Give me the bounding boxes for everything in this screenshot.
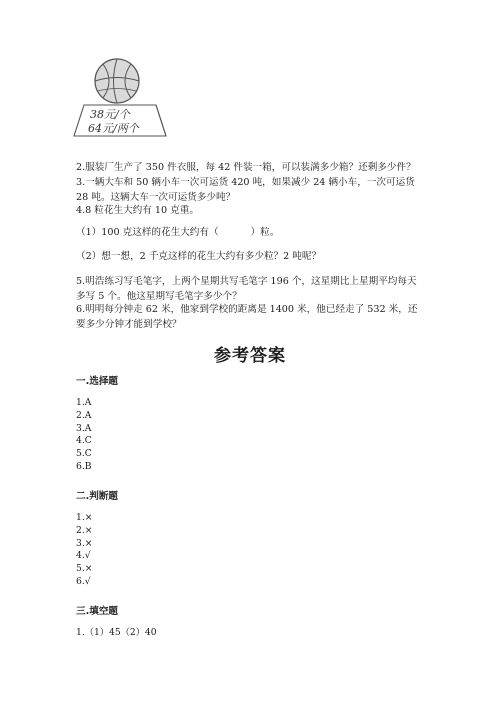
list-item: 6.√ bbox=[76, 575, 91, 587]
section-choice-heading: 一.选择题 bbox=[76, 376, 119, 387]
list-item: 5.× bbox=[76, 563, 93, 575]
question-3: 3.一辆大车和 50 辆小车一次可运货 420 吨，如果减少 24 辆小车，一次可运货 28 吨。这辆大车一次可运货多少吨？ bbox=[76, 177, 415, 203]
list-item: 1.× bbox=[76, 512, 93, 523]
question-4-part-1-after: ）粒。 bbox=[250, 227, 280, 238]
question-4-part-1 bbox=[76, 225, 426, 240]
price-tag bbox=[74, 105, 166, 136]
list-item: 6.B bbox=[76, 460, 92, 472]
list-item: 2.× bbox=[76, 524, 93, 536]
section-fill-heading: 三.填空题 bbox=[76, 606, 119, 617]
list-item: 2.A bbox=[76, 409, 92, 421]
basketball-price-figure bbox=[70, 56, 170, 140]
question-2: 2.服装厂生产了 350 件衣服，每 42 件装一箱，可以装满多少箱？还剩多少件？ bbox=[76, 162, 416, 173]
list-item: 4.C bbox=[76, 435, 92, 447]
list-item: 3.A bbox=[76, 422, 92, 434]
price-line-1: 38元/个 bbox=[90, 108, 130, 121]
fill-answer-list bbox=[76, 627, 157, 640]
question-4-part-1-before: （1）100 克这样的花生大约有（ bbox=[76, 227, 219, 238]
judge-answer-list bbox=[76, 512, 92, 589]
question-4: 4.8 粒花生大约有 10 克重。 bbox=[76, 205, 199, 216]
section-judge-heading: 二.判断题 bbox=[76, 491, 119, 502]
basketball-icon bbox=[95, 59, 139, 103]
question-5: 5.明浩练习写毛笔字，上两个星期共写毛笔字 196 个，这星期比上星期平均每天多写 5 个。他这星期写毛笔字多少个？ bbox=[76, 276, 417, 302]
question-6: 6.明明每分钟走 62 米，他家到学校的距离是 1400 米，他已经走了 532 米，还要多少分钟才能到学校？ bbox=[76, 304, 418, 330]
price-line-2: 64元/两个 bbox=[88, 122, 139, 135]
choice-answer-list bbox=[76, 397, 92, 474]
list-item: 5.C bbox=[76, 448, 92, 460]
list-item: 1.A bbox=[76, 397, 92, 408]
answers-title: 参考答案 bbox=[214, 346, 286, 366]
question-4-part-2: （2）想一想，2 千克这样的花生大约有多少粒？2 吨呢？ bbox=[76, 251, 322, 262]
list-item: 4.√ bbox=[76, 550, 91, 562]
list-item: 1.（1）45（2）40 bbox=[76, 627, 157, 638]
list-item: 3.× bbox=[76, 537, 93, 549]
